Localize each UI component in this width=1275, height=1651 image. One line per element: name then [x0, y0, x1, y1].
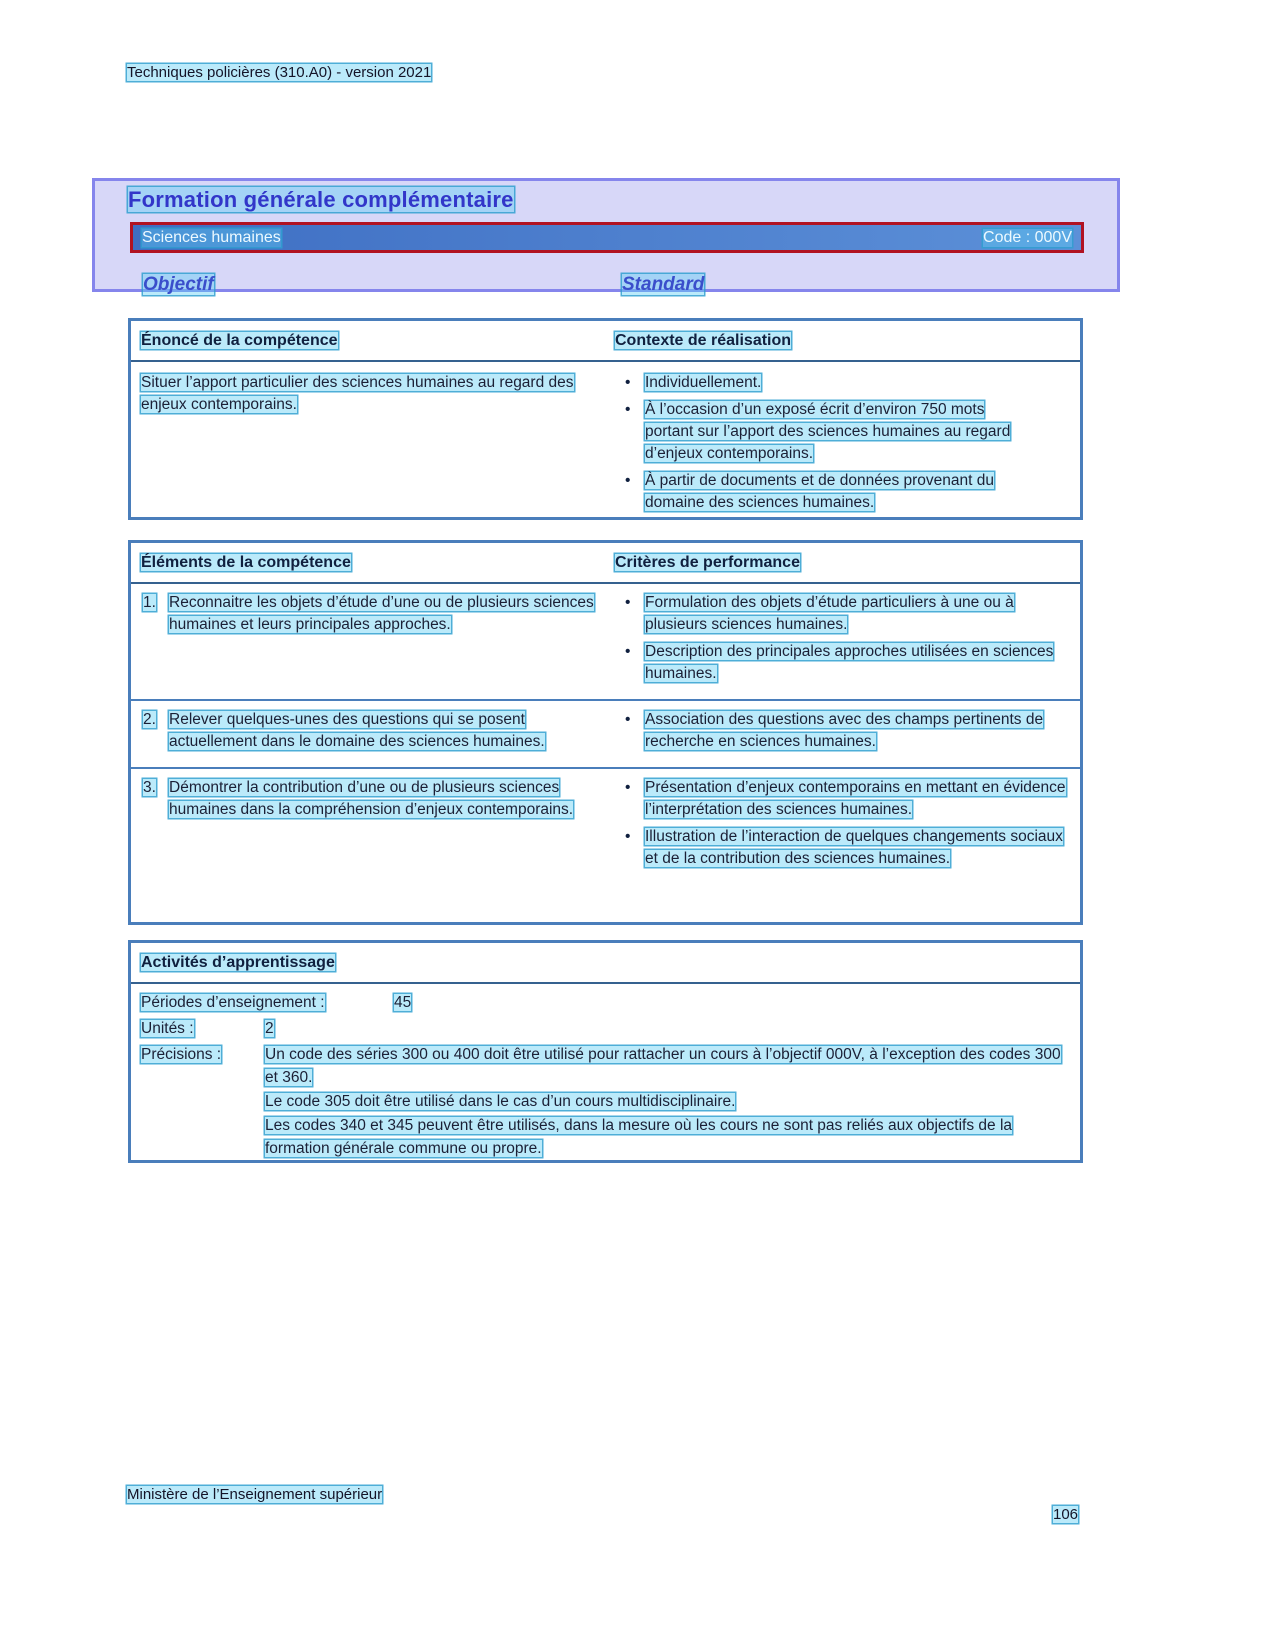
criteres-list — [615, 709, 1080, 758]
code-label: Code : 000V — [983, 228, 1072, 246]
bullet-icon: • — [625, 711, 631, 728]
table-row — [131, 699, 1080, 767]
list-item: • Association des questions avec des champs pertinents de recherche en sciences humaines. — [615, 709, 1068, 753]
precisions-text — [265, 1042, 1070, 1161]
elements-table-header — [131, 543, 1080, 584]
elements-table — [128, 540, 1083, 925]
element-number: 3. — [143, 779, 156, 796]
banner-title: Formation générale complémentaire — [128, 187, 514, 212]
header-enonce: Énoncé de la compétence — [141, 332, 338, 349]
header-elements: Éléments de la compétence — [141, 554, 351, 571]
element-item: 2. Relever quelques-unes des questions qui se posent actuellement dans le domaine des sciences humaines. — [141, 709, 605, 753]
objectif-heading: Objectif — [143, 274, 214, 295]
competence-table — [128, 318, 1083, 520]
precisions-label: Précisions : — [141, 1046, 222, 1063]
page-number: 106 — [1053, 1506, 1079, 1523]
list-item: • À partir de documents et de données provenant du domaine des sciences humaines. — [615, 470, 1020, 514]
standard-heading: Standard — [622, 274, 705, 295]
units-label: Unités : — [141, 1020, 194, 1037]
contexte-list — [615, 362, 1080, 520]
competence-table-body — [131, 362, 1080, 520]
program-version-text: Techniques policières (310.A0) - version 2021 — [127, 64, 432, 81]
list-item: • Illustration de l’interaction de quelques changements sociaux et de la contribution des sciences humaines. — [615, 826, 1068, 870]
table-row — [131, 767, 1080, 884]
table-row — [131, 584, 1080, 699]
list-item: • Individuellement. — [615, 372, 1020, 394]
list-item: • Description des principales approches utilisées en sciences humaines. — [615, 641, 1068, 685]
competence-table-header — [131, 321, 1080, 362]
units-value: 2 — [265, 1020, 274, 1037]
bullet-icon: • — [625, 472, 631, 489]
precision-line: Un code des séries 300 ou 400 doit être utilisé pour rattacher un cours à l’objectif 000V, à l’exception des codes 300 et 360. — [265, 1046, 1061, 1086]
precisions-row — [141, 1042, 1070, 1161]
bullet-icon: • — [625, 401, 631, 418]
subject-label: Sciences humaines — [142, 228, 281, 246]
program-banner — [92, 178, 1120, 295]
element-number: 1. — [143, 594, 156, 611]
bullet-icon: • — [625, 643, 631, 660]
periods-label: Périodes d’enseignement : — [141, 994, 325, 1011]
units-row — [141, 1016, 1070, 1042]
element-item: 3. Démontrer la contribution d’une ou de plusieurs sciences humaines dans la compréhension d’enjeux contemporains. — [141, 777, 605, 821]
list-item: • Formulation des objets d’étude particuliers à une ou à plusieurs sciences humaines. — [615, 592, 1068, 636]
precision-line: Le code 305 doit être utilisé dans le cas d’un cours multidisciplinaire. — [265, 1093, 736, 1110]
header-criteres: Critères de performance — [615, 554, 800, 571]
bullet-icon: • — [625, 779, 631, 796]
element-item: 1. Reconnaitre les objets d’étude d’une ou de plusieurs sciences humaines et leurs principales approches. — [141, 592, 605, 636]
list-item: • À l’occasion d’un exposé écrit d’environ 750 mots portant sur l’apport des sciences humaines au regard d’enjeux contemporains. — [615, 399, 1020, 465]
activities-table-body — [131, 984, 1080, 1163]
bullet-icon: • — [625, 828, 631, 845]
periods-row — [141, 990, 1070, 1016]
periods-value: 45 — [394, 994, 412, 1011]
competence-statement: Situer l’apport particulier des sciences humaines au regard des enjeux contemporains. — [141, 374, 574, 413]
precision-line: Les codes 340 et 345 peuvent être utilisés, dans la mesure où les cours ne sont pas reliés aux objectifs de la formation générale commune ou propre. — [265, 1117, 1013, 1157]
element-number: 2. — [143, 711, 156, 728]
subject-bar — [130, 222, 1084, 253]
bullet-icon: • — [625, 374, 631, 391]
bullet-icon: • — [625, 594, 631, 611]
criteres-list — [615, 592, 1080, 690]
list-item: • Présentation d’enjeux contemporains en mettant en évidence l’interprétation des sciences humaines. — [615, 777, 1068, 821]
document-header — [127, 64, 431, 81]
document-footer: Ministère de l’Enseignement supérieur — [127, 1486, 383, 1503]
activities-table-header: Activités d’apprentissage — [131, 943, 1080, 984]
activities-table — [128, 940, 1083, 1163]
criteres-list — [615, 777, 1080, 875]
header-contexte: Contexte de réalisation — [615, 332, 792, 349]
